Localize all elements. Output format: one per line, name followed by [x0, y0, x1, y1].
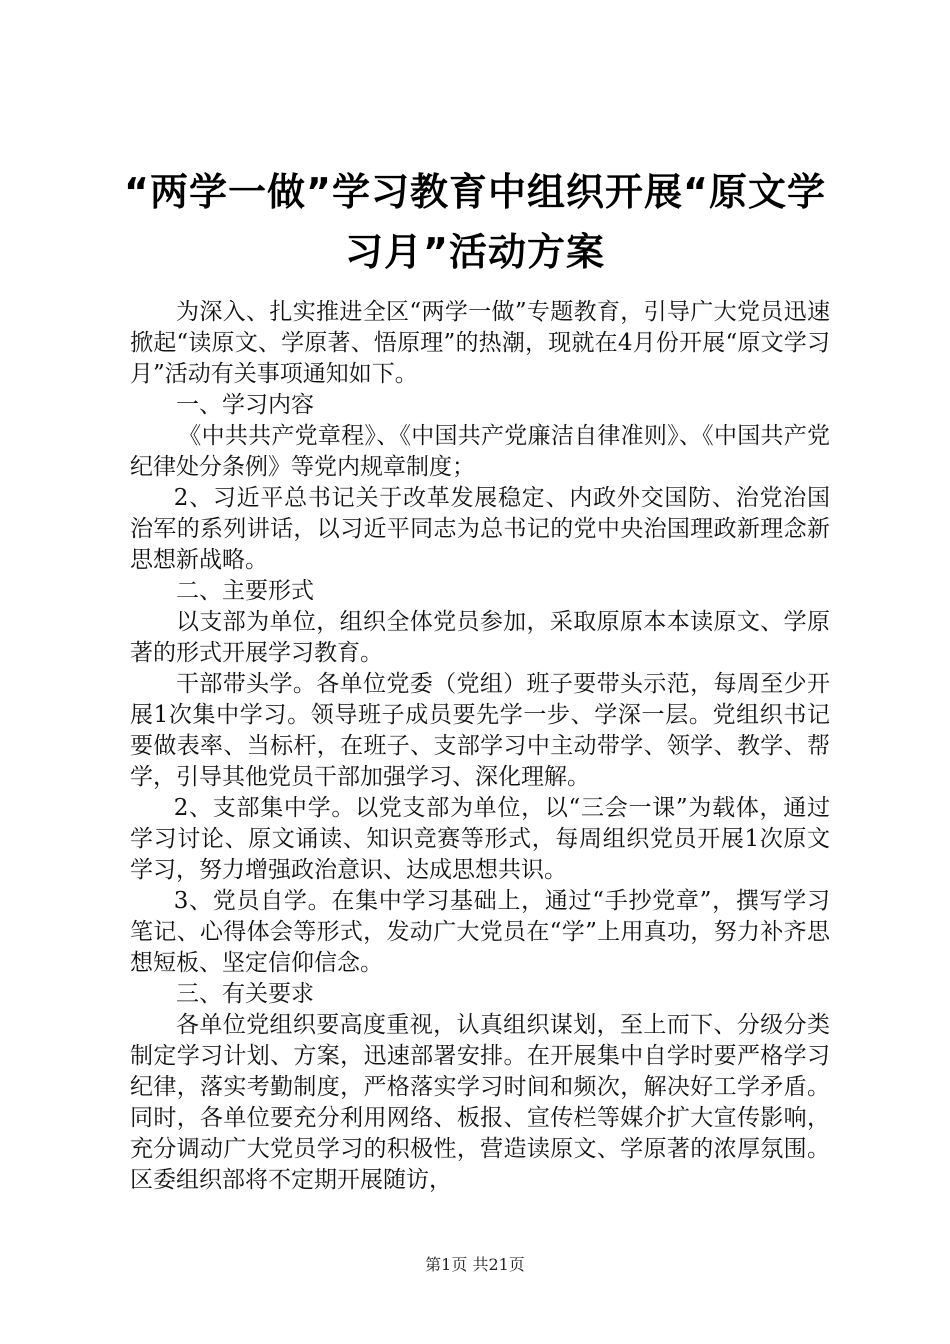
paragraph-branch-study: 2、支部集中学。以党支部为单位，以“三会一课”为载体，通过学习讨论、原文诵读、知识竞赛等形式，每周组织党员开展1次原文学习，努力增强政治意识、达成思想共识。: [130, 795, 830, 883]
paragraph-speeches: 2、习近平总书记关于改革发展稳定、内政外交国防、治党治国治军的系列讲话，以习近平同志为总书记的党中央治国理政新理念新思想新战略。: [130, 485, 830, 573]
page-number-footer: 第1页 共21页: [425, 1255, 525, 1274]
paragraph-intro: 为深入、扎实推进全区“两学一做”专题教育，引导广大党员迅速掀起“读原文、学原著、悟原理”的热潮，现就在4月份开展“原文学习月”活动有关事项通知如下。: [130, 299, 830, 387]
paragraph-requirements: 各单位党组织要高度重视，认真组织谋划，至上而下、分级分类制定学习计划、方案，迅速部署安排。在开展集中自学时要严格学习纪律，落实考勤制度，严格落实学习时间和频次，解决好工学矛盾。同时，各单位要充分利用网络、板报、宣传栏等媒介扩大宣传影响，充分调动广大党员学习的积极性，营造读原文、学原著的浓厚氛围。区委组织部将不定期开展随访，: [130, 1012, 830, 1193]
section-heading-requirements: 三、有关要求: [176, 981, 314, 1007]
paragraph-self-study: 3、党员自学。在集中学习基础上，通过“手抄党章”，撰写学习笔记、心得体会等形式，发动广大党员在“学”上用真功，努力补齐思想短板、坚定信仰信念。: [130, 888, 830, 976]
section-heading-main-forms: 二、主要形式: [176, 578, 314, 604]
section-heading-study-content: 一、学习内容: [176, 392, 314, 418]
paragraph-regulations: 《中共共产党章程》、《中国共产党廉洁自律准则》、《中国共产党纪律处分条例》等党内规章制度；: [130, 423, 830, 480]
document-title: “两学一做”学习教育中组织开展“原文学习月”活动方案: [124, 170, 826, 274]
document-body: [130, 297, 830, 1196]
paragraph-branch-unit: 以支部为单位，组织全体党员参加，采取原原本本读原文、学原著的形式开展学习教育。: [130, 609, 830, 666]
paragraph-cadre-lead: 干部带头学。各单位党委（党组）班子要带头示范，每周至少开展1次集中学习。领导班子成员要先学一步、学深一层。党组织书记要做表率、当标杆，在班子、支部学习中主动带学、领学、教学、帮学，引导其他党员干部加强学习、深化理解。: [130, 671, 830, 790]
